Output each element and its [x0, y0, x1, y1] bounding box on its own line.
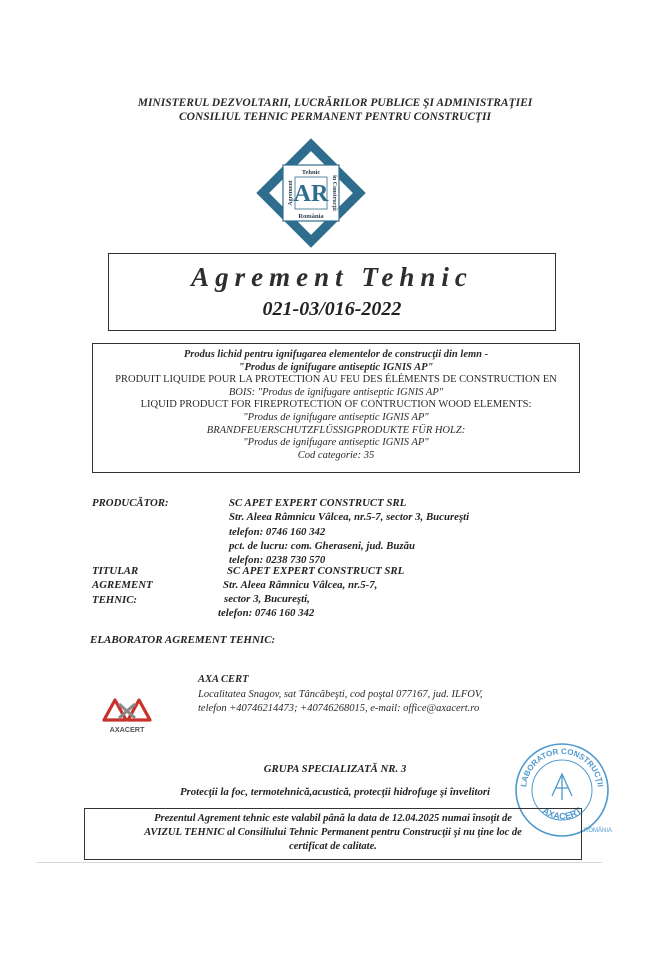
logo-text-top: Tehnic: [301, 169, 321, 176]
titular-name: SC APET EXPERT CONSTRUCT SRL: [227, 565, 405, 577]
document-number: 021-03/016-2022: [262, 298, 402, 320]
page-divider: [36, 862, 602, 863]
logo-text-left: Agrement: [288, 180, 294, 206]
product-en-line-2: "Produs de ignifugare antiseptic IGNIS AP": [243, 411, 429, 423]
logo-text-bottom: România: [298, 213, 324, 220]
grupa-title: GRUPA SPECIALIZATĂ NR. 3: [263, 763, 407, 775]
ministry-line-2: CONSILIUL TEHNIC PERMANENT PENTRU CONSTRUCŢII: [178, 111, 492, 123]
logo-text-right: în Construcţii: [331, 175, 337, 211]
producator-phone: telefon: 0746 160 342: [229, 525, 326, 538]
producator-details: [229, 496, 469, 567]
validity-line-1: Prezentul Agrement tehnic este valabil până la data de 12.04.2025 numai însoţit de: [154, 813, 512, 824]
product-category-code: Cod categorie: 35: [297, 449, 375, 461]
stamp-text-side: ROMÂNIA: [584, 828, 612, 834]
product-de-line-2: "Produs de ignifugare antiseptic IGNIS AP": [243, 437, 429, 449]
producator-work-point: pct. de lucru: com. Gheraseni, jud. Buzău: [229, 539, 415, 552]
axacert-logo: [100, 694, 154, 736]
axacert-logo-text: AXACERT: [109, 725, 145, 734]
product-fr-line-1: PRODUIT LIQUIDE POUR LA PROTECTION AU FEU DES ÉLÉMENTS DE CONSTRUCTION EN: [115, 374, 557, 386]
elaborator-name: AXA CERT: [198, 674, 249, 685]
product-ro-line-1: Produs lichid pentru ignifugarea elementelor de construcţii din lemn -: [183, 349, 489, 360]
validity-line-2: AVIZUL TEHNIC al Consiliului Tehnic Permanent pentru Construcţii şi nu ţine loc de: [144, 827, 522, 838]
producator-label: PRODUCĂTOR:: [92, 497, 169, 509]
ministry-line-1: MINISTERUL DEZVOLTARII, LUCRĂRILOR PUBLICE ŞI ADMINISTRAŢIEI: [137, 97, 533, 109]
validity-line-3: certificat de calitate.: [289, 841, 377, 852]
producator-address: Str. Aleea Râmnicu Vâlcea, nr.5-7, sector 3, Bucureşti: [229, 511, 470, 524]
product-fr-line-2: BOIS: "Produs de ignifugare antiseptic IGNIS AP": [228, 386, 444, 398]
titular-label-3: TEHNIC:: [92, 593, 137, 606]
product-ro-line-2: "Produs de ignifugare antiseptic IGNIS AP": [238, 361, 434, 373]
product-de-line-1: BRANDFEUERSCHUTZFLÜSSIGPRODUKTE FÜR HOLZ:: [206, 424, 466, 436]
product-description: [92, 349, 580, 462]
elaborator-details: [198, 673, 483, 717]
titular-label-1: TITULAR: [92, 565, 139, 577]
validity-statement: [84, 812, 582, 854]
grupa-subtitle: Protecţii la foc, termotehnică,acustică, protecţii hidrofuge şi învelitori: [179, 786, 491, 798]
product-en-line-1: LIQUID PRODUCT FOR FIREPROTECTION OF CONTRUCTION WOOD ELEMENTS:: [140, 399, 532, 411]
agrement-logo: [255, 137, 367, 249]
titular-address-2: sector 3, Bucureşti,: [224, 593, 310, 605]
titular-label-2: AGREMENT: [92, 579, 153, 592]
elaborator-address: Localitatea Snagov, sat Tâncăbeşti, cod poştal 077167, jud. ILFOV,: [198, 688, 483, 700]
elaborator-contact: telefon +40746214473; +40746268015, e-mail: office@axacert.ro: [198, 703, 480, 715]
document-title: Agrement Tehnic: [191, 262, 473, 292]
producator-phone-2: telefon: 0238 730 570: [229, 554, 326, 567]
titular-phone: telefon: 0746 160 342: [218, 607, 315, 619]
elaborator-heading: ELABORATOR AGREMENT TEHNIC:: [90, 634, 276, 646]
ministry-header: [0, 96, 670, 124]
stamp-text-bottom: AXACERT: [540, 805, 584, 822]
stamp-text-top: LABORATOR CONSTRUCŢII: [519, 746, 605, 788]
producator-name: SC APET EXPERT CONSTRUCT SRL: [229, 497, 407, 509]
titular-label: [92, 564, 153, 607]
titular-address-1: Str. Aleea Râmnicu Vâlcea, nr.5-7,: [223, 579, 378, 591]
logo-monogram: AR: [293, 181, 329, 207]
